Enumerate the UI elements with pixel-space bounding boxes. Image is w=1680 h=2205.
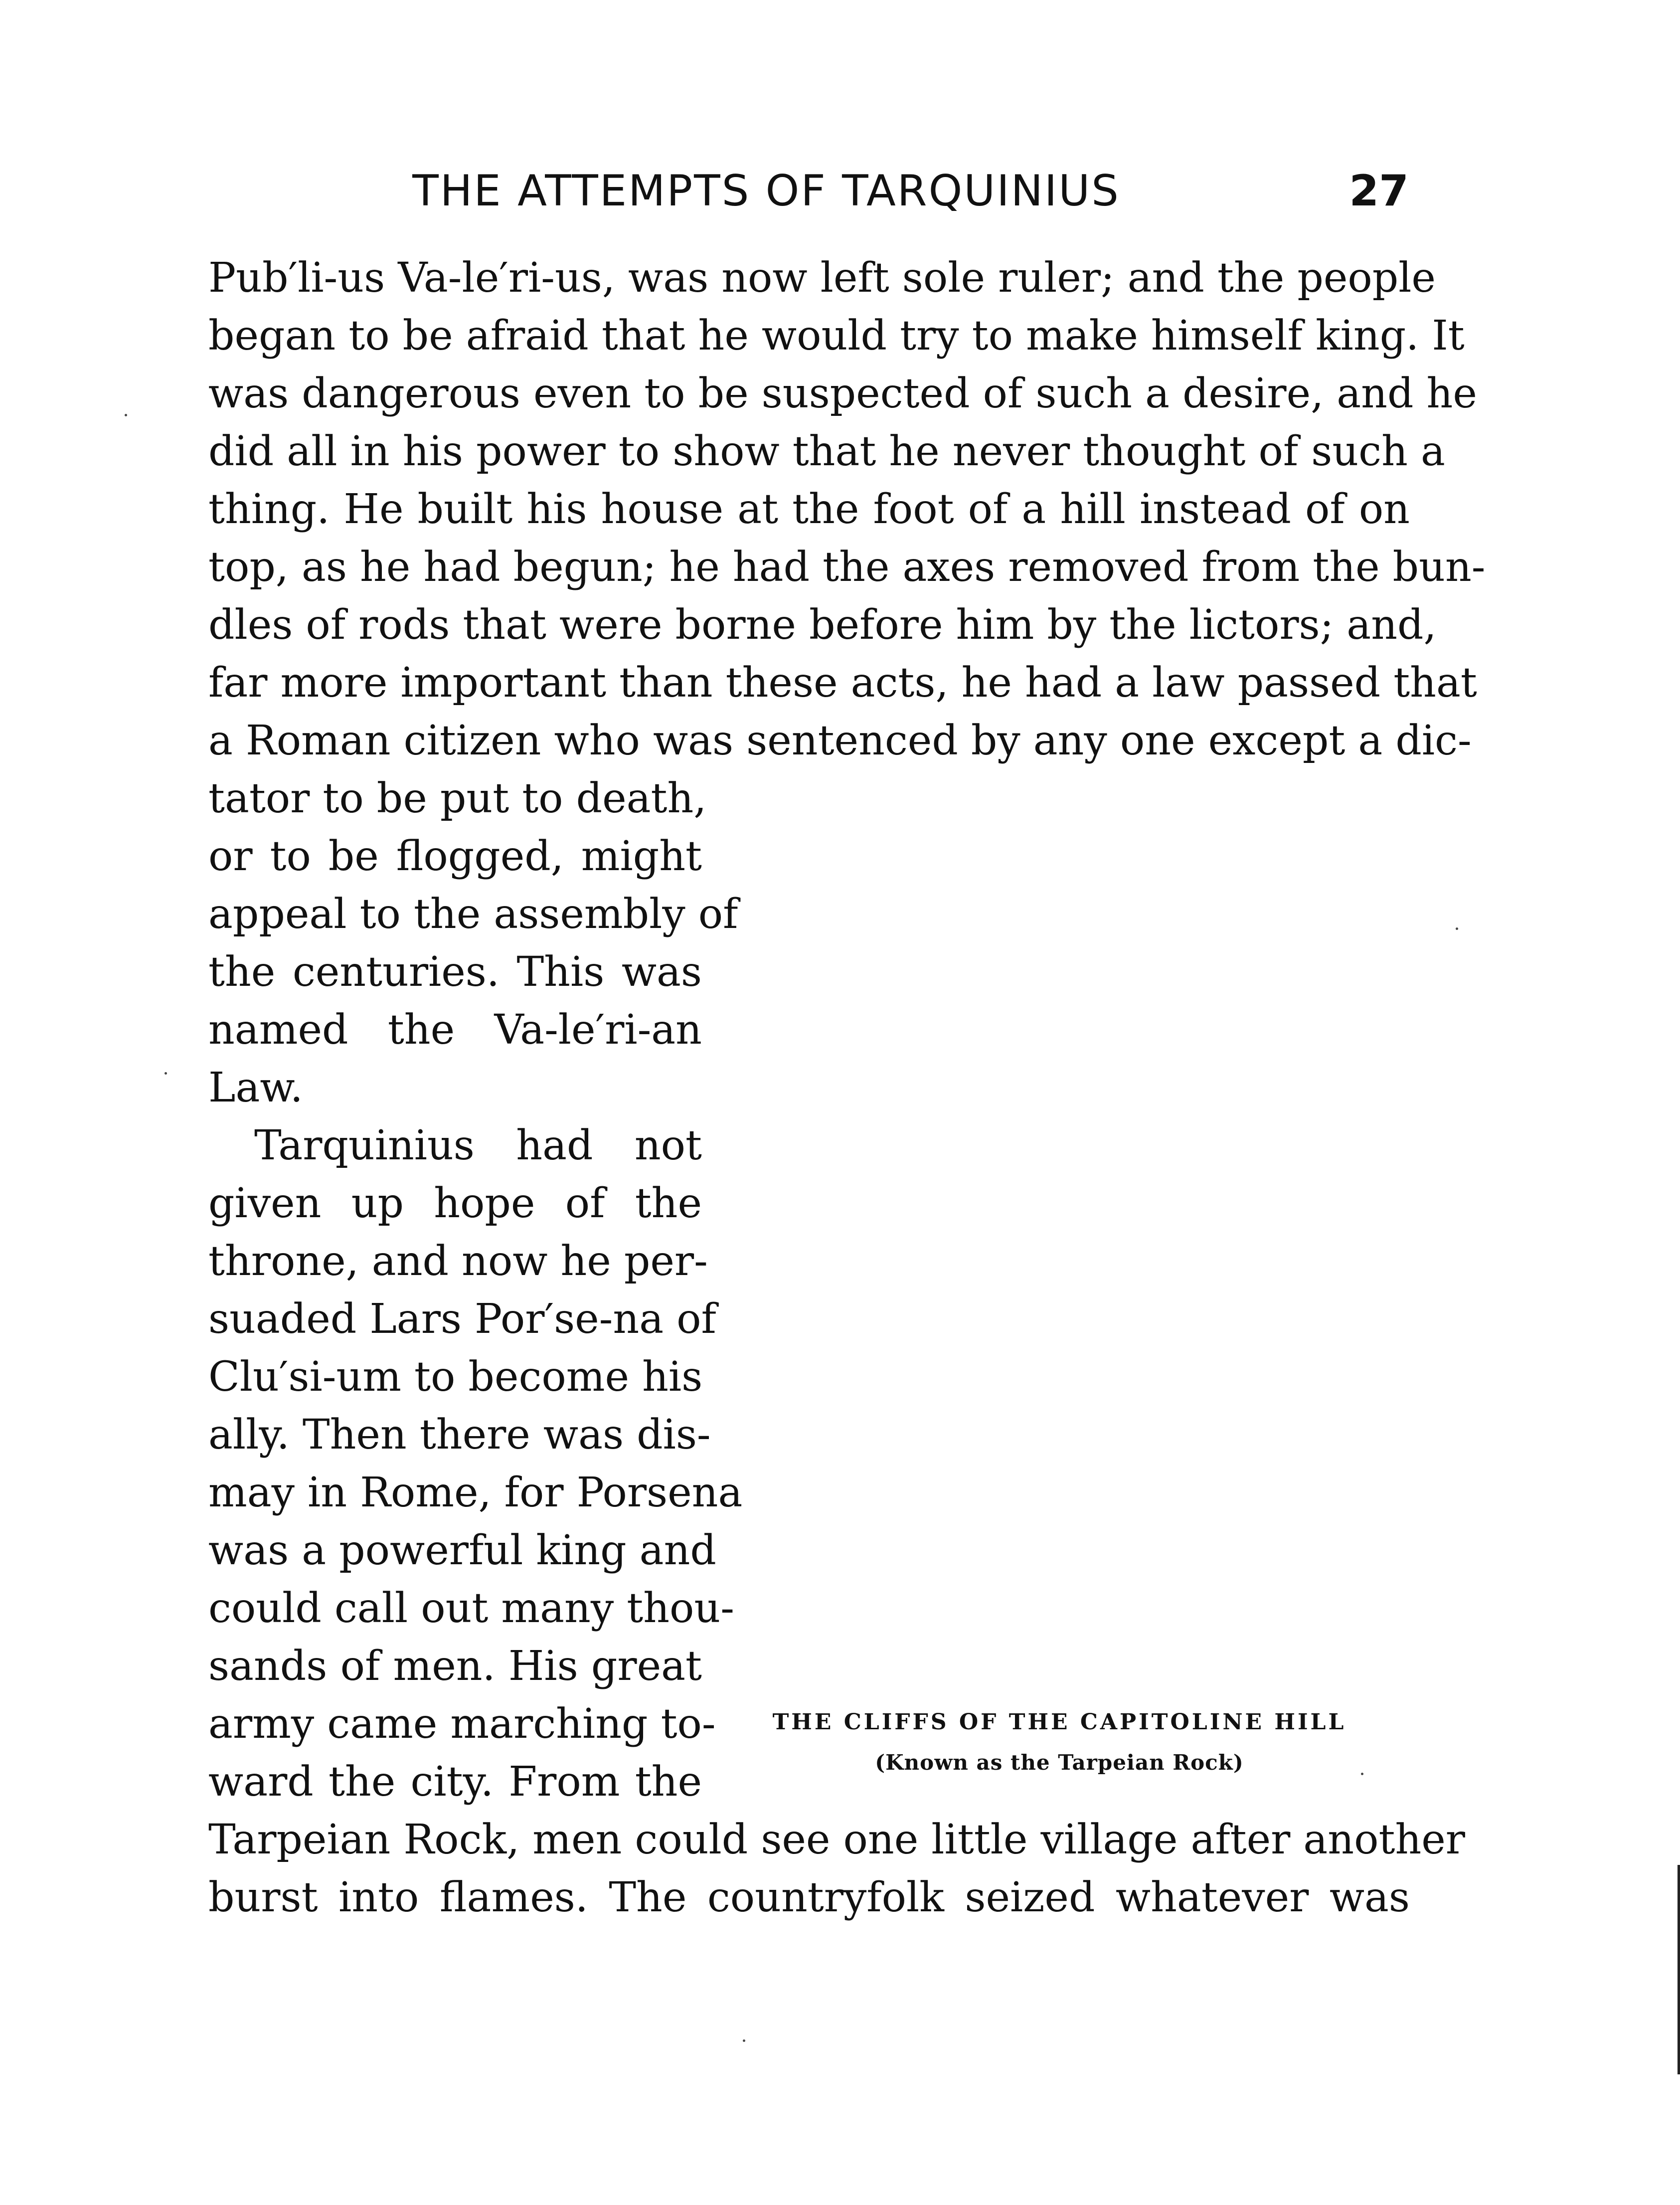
text-line: or to be flogged, might — [208, 833, 702, 880]
text-line: was dangerous even to be suspected of such a desire, and he — [208, 370, 1477, 417]
text-line: appeal to the assembly of — [208, 891, 738, 938]
text-line: Clu′si-um to become his — [208, 1353, 703, 1401]
text-line: dles of rods that were borne before him by the lictors; and, — [208, 601, 1437, 649]
text-line: ward the city. From the — [208, 1758, 702, 1806]
chapter-title: THE ATTEMPTS OF TARQUINIUS — [412, 166, 1120, 216]
scan-speck — [743, 2039, 745, 2042]
text-line: ally. Then there was dis- — [208, 1411, 711, 1459]
text-line: was a powerful king and — [208, 1527, 716, 1574]
text-line: Law. — [208, 1064, 303, 1111]
text-line: named the Va-le′ri-an — [208, 1006, 702, 1054]
text-line: Pub′li-us Va-le′ri-us, was now left sole ruler; and the people — [208, 254, 1436, 302]
text-line: tator to be put to death, — [208, 775, 707, 822]
text-line: Tarquinius had not — [254, 1122, 702, 1169]
scan-speck — [1456, 927, 1458, 930]
scan-edge-rule — [1678, 1865, 1680, 2074]
text-line: sands of men. His great — [208, 1643, 702, 1690]
text-line: could call out many thou- — [208, 1585, 734, 1632]
text-line: began to be afraid that he would try to make himself king. It — [208, 312, 1465, 360]
text-line: thing. He built his house at the foot of a hill instead of on — [208, 486, 1410, 533]
text-line: did all in his power to show that he never thought of such a — [208, 428, 1445, 475]
text-line: may in Rome, for Porsena — [208, 1469, 743, 1516]
text-line: the centuries. This was — [208, 948, 702, 996]
figure-caption-title: THE CLIFFS OF THE CAPITOLINE HILL — [772, 1709, 1346, 1735]
figure-caption-subtitle: (Known as the Tarpeian Rock) — [875, 1750, 1244, 1775]
text-line: far more important than these acts, he had a law passed that — [208, 659, 1477, 707]
text-line: top, as he had begun; he had the axes removed from the bun- — [208, 544, 1486, 591]
page-number: 27 — [1349, 166, 1409, 216]
text-line: a Roman citizen who was sentenced by any one except a dic- — [208, 717, 1472, 764]
text-line: burst into flames. The countryfolk seized whatever was — [208, 1874, 1410, 1921]
scan-speck — [165, 1072, 167, 1075]
text-line: army came marching to- — [208, 1700, 716, 1748]
text-line: Tarpeian Rock, men could see one little village after another — [208, 1816, 1465, 1863]
scan-speck — [1361, 1773, 1363, 1775]
running-head — [208, 159, 1409, 223]
scan-speck — [125, 414, 127, 416]
text-line: throne, and now he per- — [208, 1238, 708, 1285]
text-line: suaded Lars Por′se-na of — [208, 1295, 716, 1343]
text-line: given up hope of the — [208, 1180, 702, 1227]
